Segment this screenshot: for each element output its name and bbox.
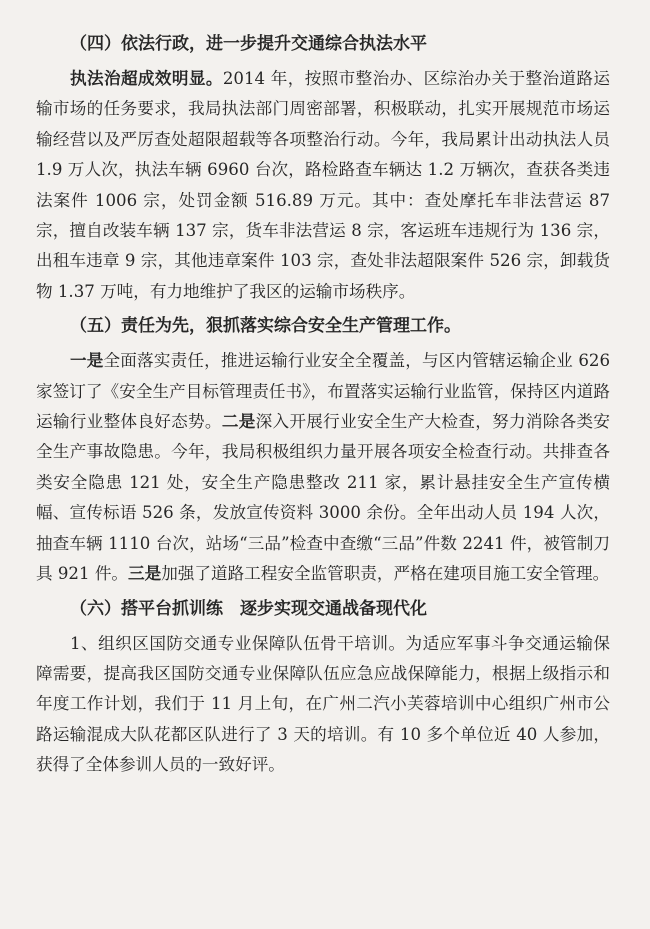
section-paragraph-5 xyxy=(36,346,610,589)
paragraph-body-2: 深入开展行业安全生产大检查，努力消除各类安全生产事故隐患。今年，我局积极组织力量开展各项安全检查行动。共排查各类安全隐患 121 处，安全生产隐患整改 211 家，累计悬挂安全生产宣传横幅、宣传标语 526 条，发放宣传资料 3000 余份。全年出动人员 194 人次，抽查车辆 1110 台次，站场“三品”检查中查缴“三品”件数 2241 件，被管制刀具 921 件。 xyxy=(36,412,611,584)
section-paragraph-6: 1、组织区国防交通专业保障队伍骨干培训。为适应军事斗争交通运输保障需要，提高我区国防交通专业保障队伍应急应战保障能力，根据上级指示和年度工作计划，我们于 11 月上旬，在广州二汽小芙蓉培训中心组织广州市公路运输混成大队花都区队进行了 3 天的培训。有 10 多个单位近 40 人参加，获得了全体参训人员的一致好评。 xyxy=(36,633,610,775)
section-paragraph-4 xyxy=(36,64,610,307)
paragraph-body: 2014 年，按照市整治办、区综治办关于整治道路运输市场的任务要求，我局执法部门周密部署，积极联动，扎实开展规范市场运输经营以及严厉查处超限超载等各项整治行动。今年，我局累计出动执法人员 1.9 万人次，执法车辆 6960 台次，路检路查车辆达 1.2 万辆次，查获各类违法案件 1006 宗，处罚金额 516.89 万元。其中：查处摩托车非法营运 87 宗，擅自改装车辆 137 宗，货车非法营运 8 宗，客运班车违规行为 136 宗，出租车违章 9 宗，其他违章案件 103 宗，查处非法超限案件 526 宗，卸载货物 1.37 万吨，有力地维护了我区的运输市场秩序。 xyxy=(36,69,610,301)
lead-marker-2: 二是 xyxy=(221,412,256,432)
paragraph-lead: 执法治超成效明显。 xyxy=(70,69,223,88)
section-heading-6: （六）搭平台抓训练 逐步实现交通战备现代化 xyxy=(70,598,427,619)
paragraph-body-1: 全面落实责任，推进运输行业安全全覆盖，与区内管辖运输企业 626 家签订了《安全生产目标管理责任书》，布置落实运输行业监管，保持区内道路运输行业整体良好态势。 xyxy=(36,351,610,432)
section-heading-4: （四）依法行政，进一步提升交通综合执法水平 xyxy=(70,34,427,54)
section-heading-5: （五）责任为先，狠抓落实综合安全生产管理工作。 xyxy=(70,316,461,337)
paragraph-body-3: 加强了道路工程安全监管职责，严格在建项目施工安全管理。 xyxy=(161,564,610,584)
lead-marker-3: 三是 xyxy=(128,564,162,584)
lead-marker-1: 一是 xyxy=(70,351,104,371)
